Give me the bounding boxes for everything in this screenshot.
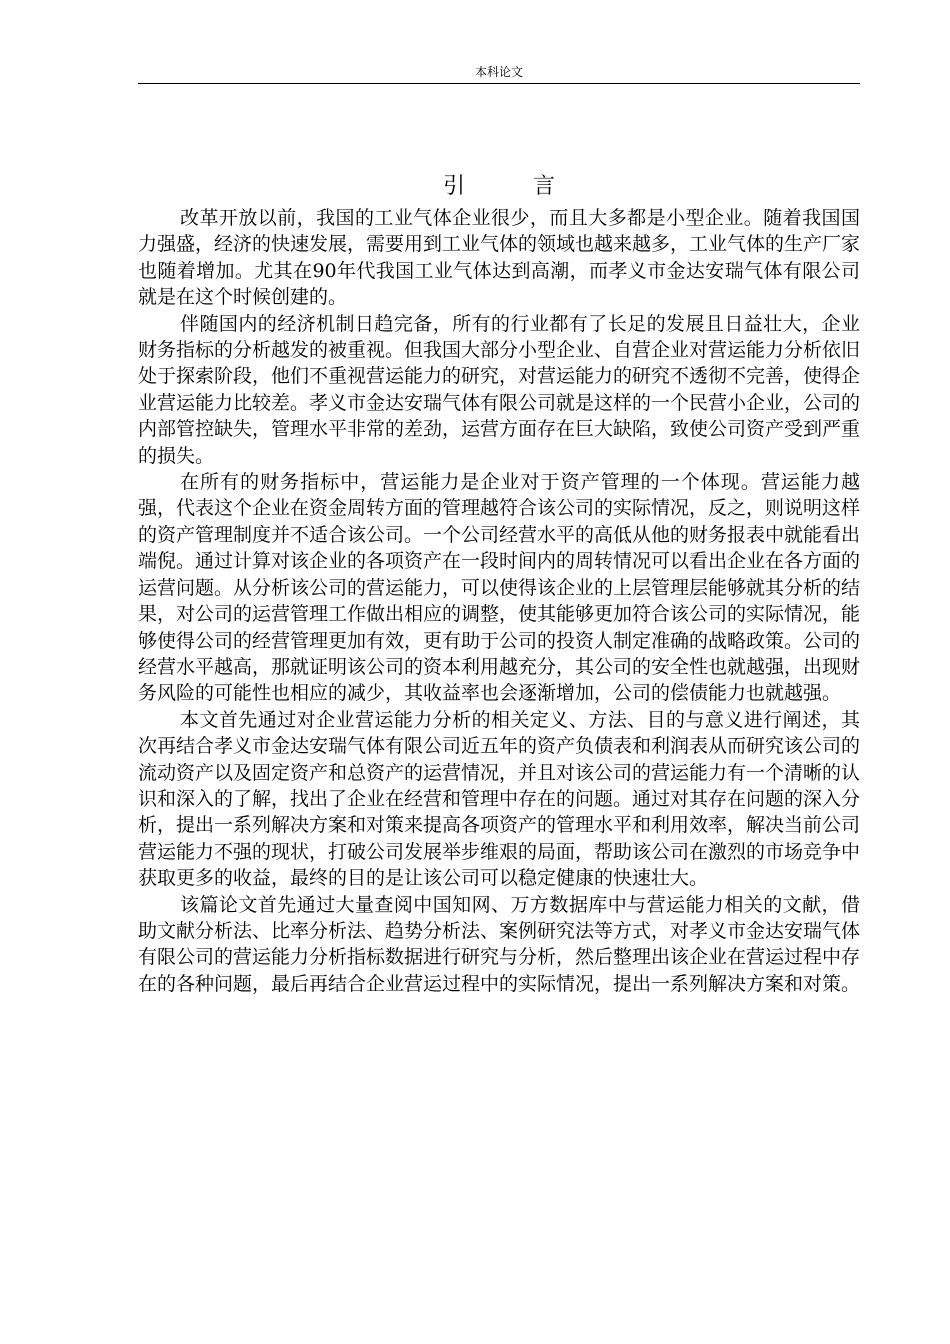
- paragraph-5: 该篇论文首先通过大量查阅中国知网、万方数据库中与营运能力相关的文献，借助文献分析法、比率分析法、趋势分析法、案例研究法等方式，对孝义市金达安瑞气体有限公司的营运能力分析指标数据进行研究与分析，然后整理出该企业在营运过程中存在的各种问题，最后再结合企业营运过程中的实际情况，提出一系列解决方案和对策。: [138, 893, 861, 995]
- paragraph-1: 改革开放以前，我国的工业气体企业很少，而且大多都是小型企业。随着我国国力强盛，经济的快速发展，需要用到工业气体的领域也越来越多，工业气体的生产厂家也随着增加。尤其在90年代我国工业气体达到高潮，而孝义市金达安瑞气体有限公司就是在这个时候创建的。: [138, 207, 861, 309]
- running-header: 本科论文: [474, 65, 523, 79]
- paragraph-2: 伴随国内的经济机制日趋完备，所有的行业都有了长足的发展且日益壮大，企业财务指标的分析越发的被重视。但我国大部分小型企业、自营企业对营运能力分析依旧处于探索阶段，他们不重视营运能力的研究，对营运能力的研究不透彻不完善，使得企业营运能力比较差。孝义市金达安瑞气体有限公司就是这样的一个民营小企业，公司的内部管控缺失，管理水平非常的差劲，运营方面存在巨大缺陷，致使公司资产受到严重的损失。: [138, 312, 861, 467]
- paragraph-3: 在所有的财务指标中，营运能力是企业对于资产管理的一个体现。营运能力越强，代表这个企业在资金周转方面的管理越符合该公司的实际情况，反之，则说明这样的资产管理制度并不适合该公司。一个公司经营水平的高低从他的财务报表中就能看出端倪。通过计算对该企业的各项资产在一段时间内的周转情况可以看出企业在各方面的运营问题。从分析该公司的营运能力，可以使得该企业的上层管理层能够就其分析的结果，对公司的运营管理工作做出相应的调整，使其能够更加符合该公司的实际情况，能够使得公司的经营管理更加有效，更有助于公司的投资人制定准确的战略政策。公司的经营水平越高，那就证明该公司的资本利用越充分，其公司的安全性也就越强，出现财务风险的可能性也相应的减少，其收益率也会逐渐增加，公司的偿债能力也就越强。: [138, 471, 861, 705]
- section-title: 引言: [442, 174, 623, 199]
- paragraph-4: 本文首先通过对企业营运能力分析的相关定义、方法、目的与意义进行阐述，其次再结合孝义市金达安瑞气体有限公司近五年的资产负债表和利润表从而研究该公司的流动资产以及固定资产和总资产的运营情况，并且对该公司的营运能力有一个清晰的认识和深入的了解，找出了企业在经营和管理中存在的问题。通过对其存在问题的深入分析，提出一系列解决方案和对策来提高各项资产的管理水平和利用效率，解决当前公司营运能力不强的现状，打破公司发展举步维艰的局面，帮助该公司在激烈的市场竞争中获取更多的收益，最终的目的是让该公司可以稳定健康的快速壮大。: [138, 708, 861, 890]
- header-rule: [138, 83, 860, 84]
- body-text: [138, 205, 860, 997]
